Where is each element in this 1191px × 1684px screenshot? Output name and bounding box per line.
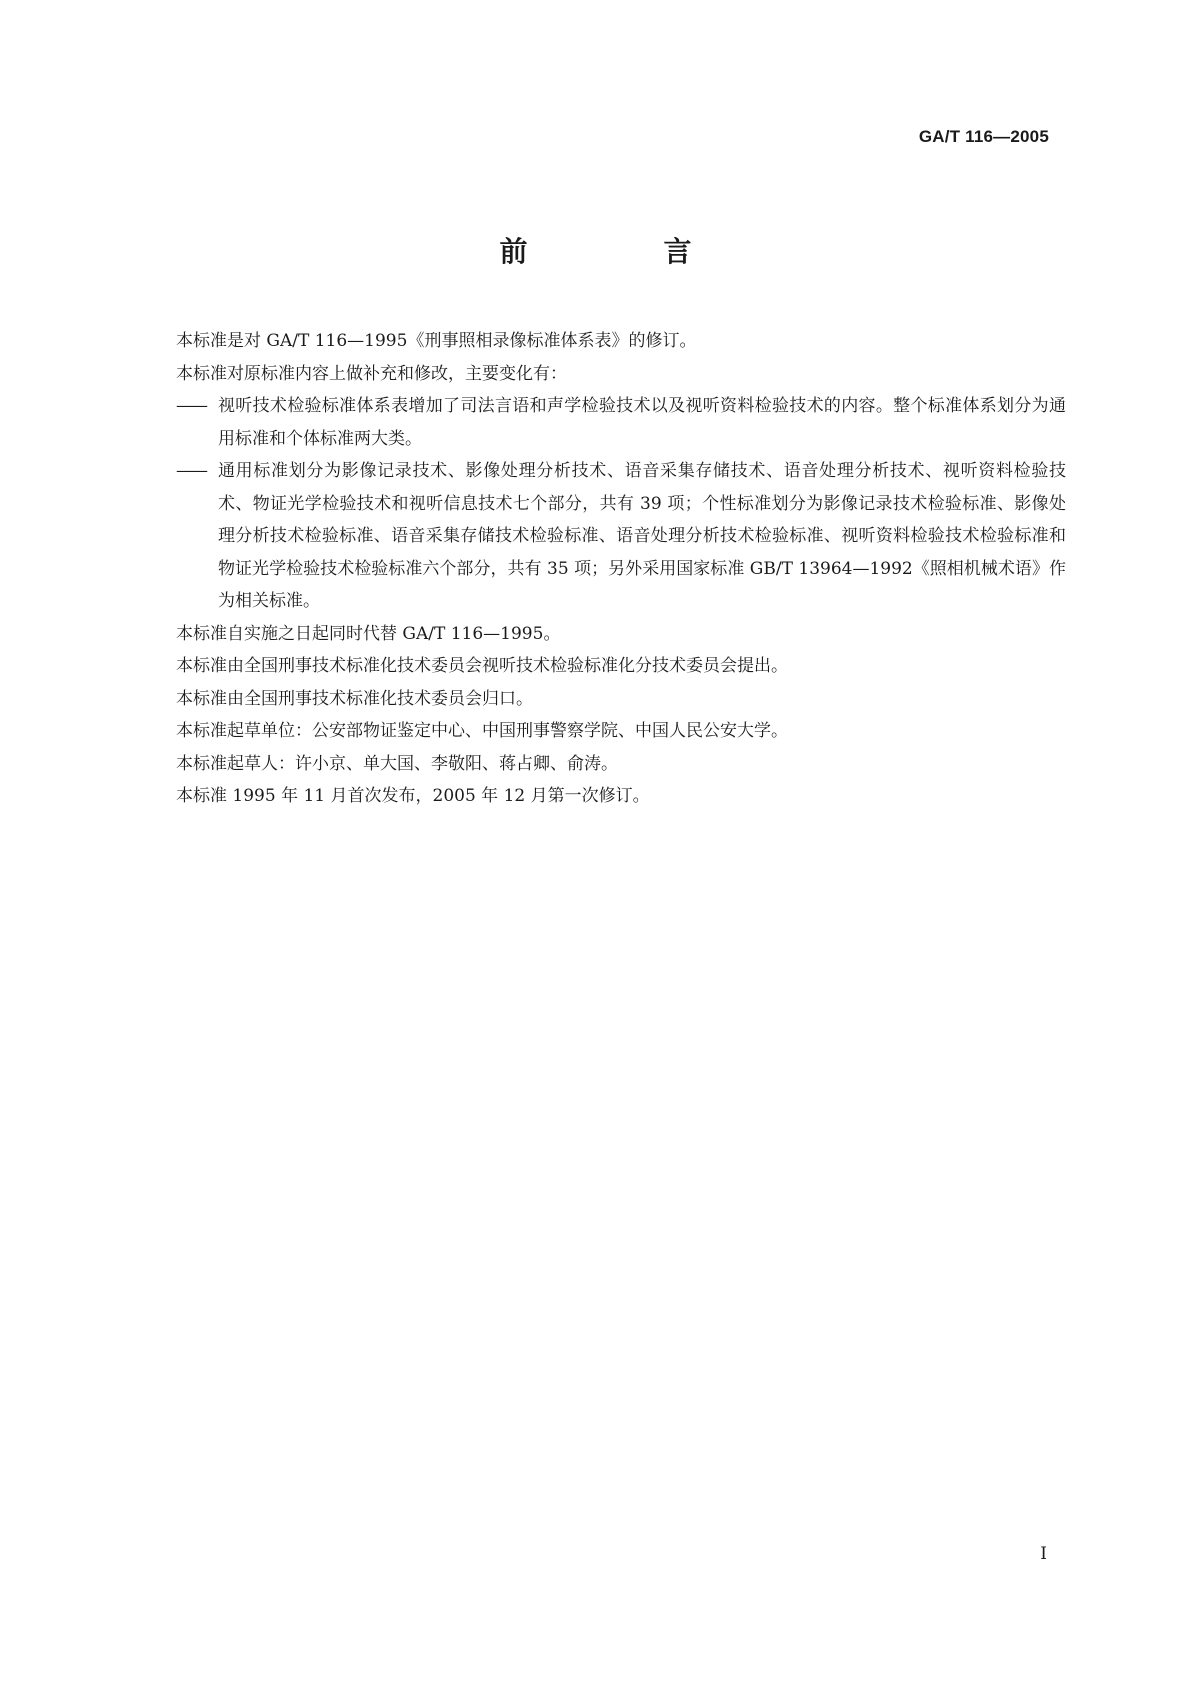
list-item-text: 视听技术检验标准体系表增加了司法言语和声学检验技术以及视听资料检验技术的内容。整个标准体系划分为通用标准和个体标准两大类。 [218, 396, 1066, 449]
list-item-text: 通用标准划分为影像记录技术、影像处理分析技术、语音采集存储技术、语音处理分析技术、视听资料检验技术、物证光学检验技术和视听信息技术七个部分，共有 39 项；个性标准划分为影像记录技术检验标准、影像处理分析技术检验标准、语音采集存储技术检验标准、语音处理分析技术检验标准、视听资料检验技术检验标准和物证光学检验技术检验标准六个部分，共有 35 项；另外采用国家标准 GB/T 13964—1992《照相机械术语》作为相关标准。 [218, 461, 1066, 611]
paragraph-managed-by: 本标准由全国刑事技术标准化技术委员会归口。 [176, 688, 533, 709]
list-item [176, 390, 1066, 455]
paragraph-history: 本标准 1995 年 11 月首次发布，2005 年 12 月第一次修订。 [176, 786, 650, 806]
page-number: I [1040, 1544, 1047, 1564]
paragraph-replaces: 本标准自实施之日起同时代替 GA/T 116—1995。 [176, 623, 561, 644]
dash-marker: —— [176, 461, 206, 481]
paragraph-changes: 本标准对原标准内容上做补充和修改，主要变化有： [176, 363, 567, 384]
paragraph-drafting-units: 本标准起草单位：公安部物证鉴定中心、中国刑事警察学院、中国人民公安大学。 [176, 721, 788, 741]
paragraph-drafters: 本标准起草人：许小京、单大国、李敬阳、蒋占卿、俞涛。 [176, 753, 618, 774]
paragraph-intro: 本标准是对 GA/T 116—1995《刑事照相录像标准体系表》的修订。 [176, 331, 697, 351]
page-title: 前 言 [499, 235, 746, 268]
foreword-body [176, 325, 1066, 813]
dash-marker: —— [176, 396, 206, 416]
paragraph-proposed-by: 本标准由全国刑事技术标准化技术委员会视听技术检验标准化分技术委员会提出。 [176, 656, 788, 676]
list-item [176, 455, 1066, 618]
standard-code: GA/T 116—2005 [918, 127, 1049, 146]
